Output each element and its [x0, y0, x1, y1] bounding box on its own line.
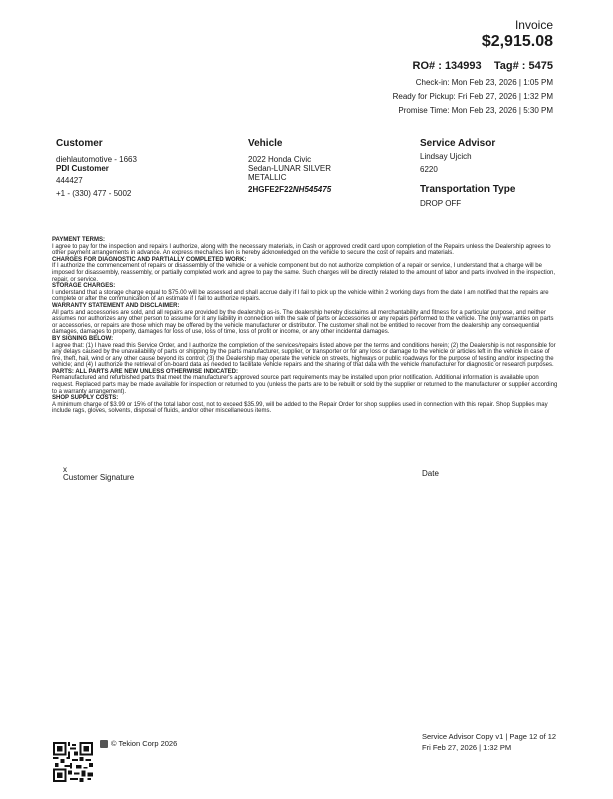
terms-heading: PAYMENT TERMS: [52, 237, 106, 243]
advisor-title: Service Advisor [420, 138, 496, 149]
qr-code-icon [53, 742, 93, 782]
terms-paragraph: I agree that: (1) I have read this Service Order, and I authorize the completion of the services/repairs listed above per the terms and conditions herein; (2) the Dealership is not responsible for any delays caused by the unavailability of parts or shipping by the parts manufacturer, supplier, or transporter or for any loss or damage to the vehicle or articles left in the vehicle in case of fire, theft, hail, wind or any other cause beyond its control; (3) the Dealership may operate the vehicle on streets, highways or public roadways for the purpose of testing and/or inspecting the vehicle; and (4) I authorize the retrieval of on-board data as needed to facilitate vehicle repairs and the sharing of that data with the vehicle manufacturer for diagnostic or research purposes. [52, 342, 556, 369]
invoice-total: $2,915.08 [481, 33, 553, 50]
terms-paragraph: I understand that a storage charge equal to $75.00 will be assessed and shall accrue daily if I fail to pick up the vehicle within 2 working days from the date I am notified that the repairs are complete or after the communication of an estimate if I fail to authorize repairs. [52, 289, 549, 303]
transport-title: Transportation Type [420, 184, 516, 195]
footer-copyright: © Tekion Corp 2026 [111, 739, 178, 748]
vehicle-vin [248, 185, 331, 194]
vehicle-trim: Sedan-LUNAR SILVER [248, 164, 331, 173]
terms-heading: CHARGES FOR DIAGNOSTIC AND PARTIALLY COMPLETED WORK: [52, 256, 247, 263]
terms-paragraph: I agree to pay for the inspection and repairs I authorize, along with the necessary materials, in Cash or approved credit card upon completion of the Repairs unless the Dealership agrees to other payment arrangements in advance. An express mechanics lien is hereby acknowledged on the vehicle to secure the cost of repairs and materials. [52, 243, 551, 257]
terms-heading: STORAGE CHARGES: [52, 283, 116, 290]
customer-title: Customer [56, 138, 103, 149]
ready-for-pickup-time: Ready for Pickup: Fri Feb 27, 2026 | 1:32 PM [392, 92, 553, 101]
footer-copy-info: Service Advisor Copy v1 | Page 12 of 12 [422, 732, 557, 741]
tag-number: Tag# : 5475 [493, 60, 553, 72]
transport-value: DROP OFF [420, 199, 462, 208]
terms-heading: PARTS: ALL PARTS ARE NEW UNLESS OTHERWISE INDICATED: [52, 368, 239, 375]
customer-phone: +1 - (330) 477 - 5002 [56, 189, 132, 198]
terms-paragraph: Remanufactured and refurbished parts that meet the manufacturer's approved source part requirements may be installed upon prior notification. Additional information is available upon request. Replaced parts may be made available for inspection or returned to you (unless the parts are to be rebuilt or sold by the supplier or returned to the manufacturer or supplier according to a warranty arrangement). [52, 375, 558, 395]
vehicle-model: 2022 Honda Civic [248, 155, 312, 164]
terms-paragraph: All parts and accessories are sold, and all repairs are provided by the dealership as-is. The dealership hereby disclaims all merchantability and fitness for a particular purpose, and neither assumes nor authorizes any other person to assume for it any liability in connection with the sale of parts or accessories or any repairs performed to the vehicle. The only warranties on parts or accessories, or repairs are those which may be offered by the vehicle manufacturer or distributor. The customer shall not be entitled to recover from the dealership any consequential damages, damages to property, damages for loss of use, loss of time, loss of profit or income, or any other incidental damages. [52, 309, 554, 336]
footer-printed-time: Fri Feb 27, 2026 | 1:32 PM [422, 743, 512, 752]
signature-x-mark: x [63, 465, 67, 474]
advisor-number: 6220 [420, 165, 438, 174]
invoice-label: Invoice [514, 18, 553, 32]
customer-id: 444427 [56, 176, 83, 185]
customer-type: PDI Customer [56, 164, 109, 173]
date-label: Date [422, 469, 439, 478]
terms-paragraph: A minimum charge of $3.99 or 15% of the total labor cost, not to exceed $35.99, will be added to the Repair Order for shop supplies used in connection with this repair. Shop Supplies may include rags, gloves, solvents, disposal of fluids, and/or other miscellaneous items. [52, 401, 548, 415]
terms-heading: SHOP SUPPLY COSTS: [52, 395, 119, 402]
vehicle-title: Vehicle [248, 138, 283, 149]
advisor-name: Lindsay Ujcich [420, 152, 472, 161]
vehicle-color: METALLIC [248, 173, 287, 182]
customer-signature-label: Customer Signature [63, 473, 135, 482]
promise-time: Promise Time: Mon Feb 23, 2026 | 5:30 PM [398, 106, 553, 115]
terms-paragraph: If I authorize the commencement of repairs or disassembly of the vehicle or a vehicle component but do not authorize completion of a repair or service, I understand that a charge will be imposed for disassembly, reassembly, or partially completed work and agree to pay the same. Such charges will be directly related to the amount of labor and parts involved in the inspection, repair, or service. [52, 263, 556, 283]
terms-heading: WARRANTY STATEMENT AND DISCLAIMER: [52, 302, 180, 309]
vin-prefix: 2HGFE2F22 [248, 185, 293, 194]
check-in-time: Check-in: Mon Feb 23, 2026 | 1:05 PM [415, 78, 553, 87]
customer-account: diehlautomotive - 1663 [56, 155, 137, 164]
ro-number: RO# : 134993 [412, 60, 482, 72]
vin-suffix: NH545475 [292, 185, 332, 194]
terms-heading: BY SIGNING BELOW: [52, 335, 114, 342]
terms-and-conditions [52, 237, 558, 415]
ro-tag-line [413, 60, 553, 72]
tekion-logo-icon [100, 740, 108, 748]
